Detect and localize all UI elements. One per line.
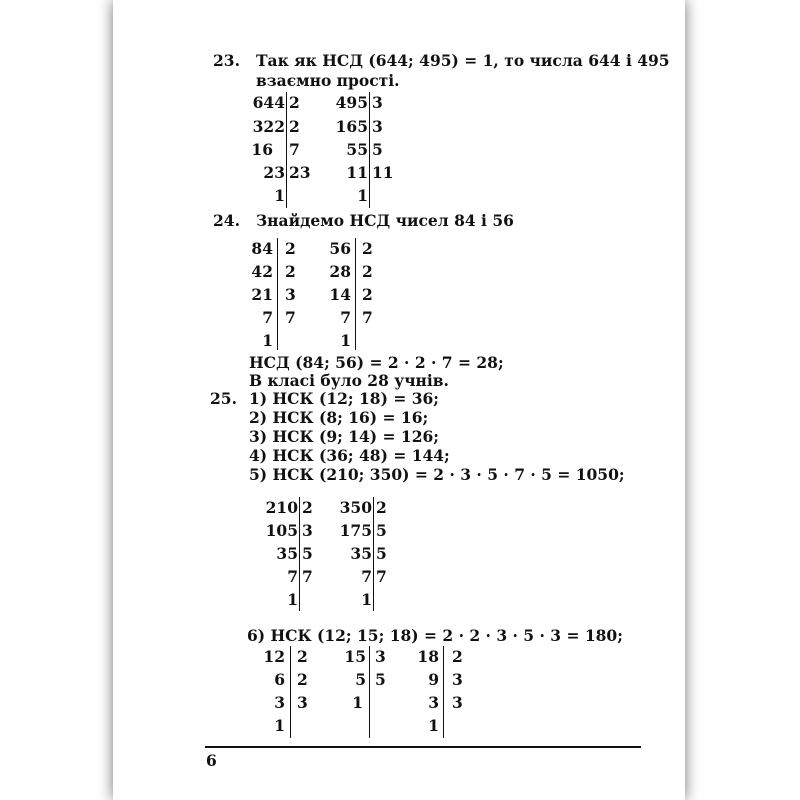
- table-left-value: 1: [428, 716, 439, 735]
- table-left-value: 14: [329, 285, 351, 304]
- table-right-value: 3: [375, 647, 386, 666]
- table-left-value: 35: [350, 544, 372, 563]
- table-left-value: 16: [251, 140, 273, 159]
- problem-24-result: НСД (84; 56) = 2 · 2 · 7 = 28;: [249, 353, 504, 372]
- table-right-value: 5: [376, 521, 387, 540]
- table-left-value: 7: [340, 308, 351, 327]
- table-right-value: 2: [289, 117, 300, 136]
- table-left-value: 175: [339, 521, 372, 540]
- problem-23-number: 23.: [213, 51, 240, 70]
- table-left-value: 495: [335, 93, 368, 112]
- table-divider: [290, 646, 291, 738]
- problem-24-number: 24.: [213, 211, 240, 230]
- table-left-value: 1: [357, 186, 368, 205]
- table-right-value: 7: [362, 308, 373, 327]
- problem-24-answer: В класі було 28 учнів.: [249, 371, 449, 390]
- table-divider: [373, 497, 374, 611]
- table-divider: [286, 92, 287, 208]
- table-right-value: 5: [372, 140, 383, 159]
- table-right-value: 2: [289, 93, 300, 112]
- table-divider: [443, 646, 444, 738]
- table-right-value: 3: [452, 670, 463, 689]
- table-left-value: 6: [274, 670, 285, 689]
- table-left-value: 165: [335, 117, 368, 136]
- table-left-value: 322: [252, 117, 285, 136]
- table-right-value: 3: [285, 285, 296, 304]
- table-divider: [355, 238, 356, 350]
- table-left-value: 35: [276, 544, 298, 563]
- table-divider: [277, 238, 278, 350]
- table-left-value: 7: [262, 308, 273, 327]
- problem-24-line1: Знайдемо НСД чисел 84 і 56: [256, 211, 514, 230]
- table-left-value: 1: [262, 331, 273, 350]
- table-divider: [369, 92, 370, 208]
- table-left-value: 210: [265, 498, 298, 517]
- table-right-value: 2: [302, 498, 313, 517]
- table-right-value: 3: [302, 521, 313, 540]
- problem-25-item: 5) НСК (210; 350) = 2 · 3 · 5 · 7 · 5 = 1050;: [249, 465, 625, 484]
- table-right-value: 11: [372, 163, 394, 182]
- problem-23-line2: взаємно прості.: [256, 71, 400, 90]
- table-right-value: 2: [285, 239, 296, 258]
- table-right-value: 23: [289, 163, 311, 182]
- table-left-value: 1: [361, 590, 372, 609]
- problem-25-item: 3) НСК (9; 14) = 126;: [249, 427, 439, 446]
- table-right-value: 7: [302, 567, 313, 586]
- table-left-value: 3: [274, 693, 285, 712]
- table-left-value: 15: [344, 647, 366, 666]
- table-right-value: 5: [302, 544, 313, 563]
- problem-25-item: 1) НСК (12; 18) = 36;: [249, 389, 439, 408]
- table-left-value: 350: [339, 498, 372, 517]
- problem-25-item-6: 6) НСК (12; 15; 18) = 2 · 2 · 3 · 5 · 3 = 180;: [247, 626, 623, 645]
- table-right-value: 7: [289, 140, 300, 159]
- table-right-value: 5: [376, 544, 387, 563]
- table-left-value: 21: [251, 285, 273, 304]
- table-right-value: 2: [362, 239, 373, 258]
- table-left-value: 12: [263, 647, 285, 666]
- table-right-value: 2: [285, 262, 296, 281]
- table-right-value: 3: [452, 693, 463, 712]
- table-right-value: 7: [376, 567, 387, 586]
- page-number: 6: [206, 751, 217, 770]
- table-divider: [369, 646, 370, 738]
- table-left-value: 7: [361, 567, 372, 586]
- table-left-value: 105: [265, 521, 298, 540]
- problem-25-item: 4) НСК (36; 48) = 144;: [249, 446, 450, 465]
- table-right-value: 7: [285, 308, 296, 327]
- table-left-value: 644: [252, 93, 285, 112]
- table-right-value: 2: [297, 670, 308, 689]
- table-left-value: 84: [251, 239, 273, 258]
- footer-rule: [205, 746, 641, 748]
- table-left-value: 18: [417, 647, 439, 666]
- problem-23-line1: Так як НСД (644; 495) = 1, то числа 644 і 495: [256, 51, 670, 70]
- table-left-value: 1: [352, 693, 363, 712]
- table-left-value: 28: [329, 262, 351, 281]
- table-left-value: 1: [274, 186, 285, 205]
- table-left-value: 3: [428, 693, 439, 712]
- table-right-value: 2: [452, 647, 463, 666]
- table-left-value: 11: [346, 163, 368, 182]
- table-left-value: 9: [428, 670, 439, 689]
- table-left-value: 1: [274, 716, 285, 735]
- table-left-value: 56: [329, 239, 351, 258]
- table-left-value: 5: [355, 670, 366, 689]
- table-left-value: 55: [346, 140, 368, 159]
- table-left-value: 7: [287, 567, 298, 586]
- table-divider: [299, 497, 300, 611]
- table-left-value: 23: [263, 163, 285, 182]
- problem-25-item: 2) НСК (8; 16) = 16;: [249, 408, 429, 427]
- table-left-value: 1: [287, 590, 298, 609]
- table-right-value: 3: [297, 693, 308, 712]
- table-left-value: 42: [251, 262, 273, 281]
- problem-25-number: 25.: [210, 389, 237, 408]
- table-right-value: 2: [362, 285, 373, 304]
- table-right-value: 3: [372, 117, 383, 136]
- table-right-value: 2: [376, 498, 387, 517]
- table-left-value: 1: [340, 331, 351, 350]
- table-right-value: 5: [375, 670, 386, 689]
- table-right-value: 2: [297, 647, 308, 666]
- table-right-value: 2: [362, 262, 373, 281]
- table-right-value: 3: [372, 93, 383, 112]
